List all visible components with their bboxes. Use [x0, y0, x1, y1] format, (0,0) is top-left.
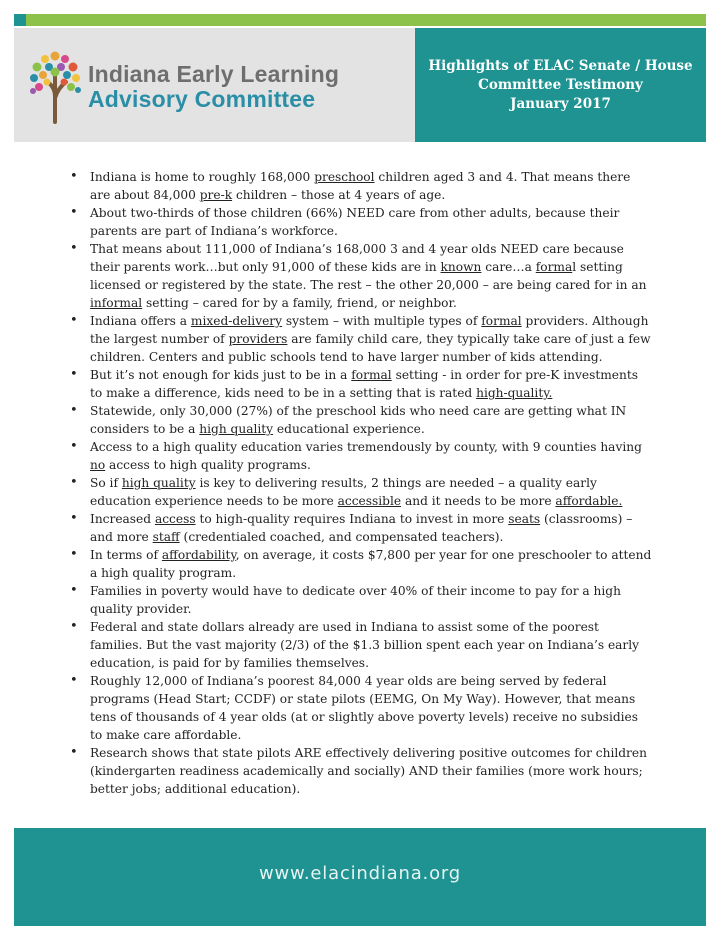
underlined-term: access [154, 512, 196, 526]
bullet-text: Roughly 12,000 of Indiana’s poorest 84,000 4 year olds are being served by federal programs (Head Start; CCDF) or state pilots (EEMG, On My Way). However, that means tens of thousands of 4 year olds (at or slightly above poverty levels) receive no subsidies to make care affordable. [90, 674, 639, 742]
underlined-term: accessible [337, 494, 402, 508]
underlined-term: affordable. [555, 494, 623, 508]
underlined-term: high quality [199, 422, 274, 436]
top-accent-square [14, 14, 26, 26]
bullet-text: But it’s not enough for kids just to be in a [90, 368, 352, 382]
bullet-text: is key to delivering results, 2 things are needed – a quality early education experience needs to be more [90, 476, 597, 508]
bullet-text: access to high quality programs. [105, 458, 311, 472]
document-title-panel [415, 28, 706, 142]
bullet-text: setting – cared for by a family, friend, or neighbor. [142, 296, 457, 310]
bullet-text: Families in poverty would have to dedicate over 40% of their income to pay for a high quality provider. [90, 584, 621, 616]
bullet-text: Access to a high quality education varies tremendously by county, with 9 counties having [90, 440, 642, 454]
underlined-term: formal [481, 314, 522, 328]
bullet-text: Indiana is home to roughly 168,000 [90, 170, 315, 184]
bullet-item [70, 582, 654, 618]
bullet-text: Indiana offers a [90, 314, 191, 328]
bullet-text: So if [90, 476, 122, 490]
logo-line-1: Indiana Early Learning [88, 61, 340, 87]
bullet-text: and it needs to be more [401, 494, 556, 508]
logo-line-2: Advisory Committee [88, 86, 316, 112]
bullet-item [70, 366, 654, 402]
bullet-text: l setting licensed or registered by the state. The rest – the other 20,000 – are being cared for in an [90, 260, 647, 292]
bullet-text: (credentialed coached, and compensated teachers). [179, 530, 504, 544]
bullet-text: care…a [481, 260, 536, 274]
underlined-term: formal [351, 368, 392, 382]
bullet-text: to high-quality requires Indiana to invest in more [195, 512, 509, 526]
bullet-text: children – those at 4 years of age. [232, 188, 446, 202]
underlined-term: staff [152, 530, 180, 544]
bullet-text: Statewide, only 30,000 (27%) of the preschool kids who need care are getting what IN considers to be a [90, 404, 627, 436]
underlined-term: known [440, 260, 482, 274]
bullet-text: Federal and state dollars already are used in Indiana to assist some of the poorest families. But the vast majority (2/3) of the $1.3 billion spent each year on Indiana’s early education, is paid for by families themselves. [90, 620, 640, 670]
underlined-term: seats [508, 512, 541, 526]
title-line-1: Highlights of ELAC Senate / House [428, 57, 693, 74]
bullet-item [70, 168, 654, 204]
bullet-text: Research shows that state pilots ARE effectively delivering positive outcomes for children (kindergarten readiness academically and socially) AND their families (more work hours; better jobs; additional education). [90, 746, 647, 796]
logo-panel [14, 28, 415, 142]
underlined-term: affordability [161, 548, 236, 562]
bullet-item [70, 618, 654, 672]
bullet-item [70, 240, 654, 312]
bullet-text: educational experience. [273, 422, 425, 436]
title-line-3: January 2017 [510, 95, 611, 112]
bullet-item [70, 204, 654, 240]
top-accent-bar [14, 14, 706, 26]
bullet-item [70, 510, 654, 546]
underlined-term: providers [228, 332, 288, 346]
underlined-term: informal [90, 296, 143, 310]
underlined-term: preschool [314, 170, 375, 184]
footer-banner [14, 828, 706, 926]
header-banner [14, 28, 706, 142]
title-line-2: Committee Testimony [478, 76, 643, 93]
bullet-item [70, 474, 654, 510]
testimony-highlights-list [70, 168, 654, 798]
bullet-text: setting - in order for pre-K investments to make a difference, kids need to be in a setting that is rated [90, 368, 639, 400]
bullet-text: are family child care, they typically take care of just a few children. Centers and public schools tend to have larger number of kids attending. [90, 332, 651, 364]
bullet-item [70, 438, 654, 474]
website-url: www.elacindiana.org [259, 863, 461, 884]
underlined-term: pre-k [199, 188, 233, 202]
bullet-text: About two-thirds of those children (66%) NEED care from other adults, because their parents are part of Indiana’s workforce. [90, 206, 620, 238]
bullet-text: Increased [90, 512, 155, 526]
bullet-text: system – with multiple types of [282, 314, 482, 328]
underlined-term: high quality [121, 476, 196, 490]
organization-logo-text [88, 62, 339, 112]
bullet-text: , on average, it costs $7,800 per year for one preschooler to attend a high quality program. [90, 548, 652, 580]
underlined-term: mixed-delivery [190, 314, 283, 328]
bullet-item [70, 672, 654, 744]
underlined-term: high-quality. [476, 386, 553, 400]
underlined-term: no [90, 458, 106, 472]
tree-logo-icon [28, 48, 84, 124]
bullet-item [70, 402, 654, 438]
bullet-item [70, 312, 654, 366]
bullet-text: providers. Although the largest number of [90, 314, 649, 346]
bullet-text: children aged 3 and 4. That means there are about 84,000 [90, 170, 631, 202]
bullet-text: (classrooms) – and more [90, 512, 633, 544]
bullet-text: That means about 111,000 of Indiana’s 168,000 3 and 4 year olds NEED care because their parents work…but only 91,000 of these kids are in [90, 242, 624, 274]
bullet-item [70, 744, 654, 798]
bullet-text: In terms of [90, 548, 162, 562]
bullet-item [70, 546, 654, 582]
underlined-term: forma [535, 260, 573, 274]
